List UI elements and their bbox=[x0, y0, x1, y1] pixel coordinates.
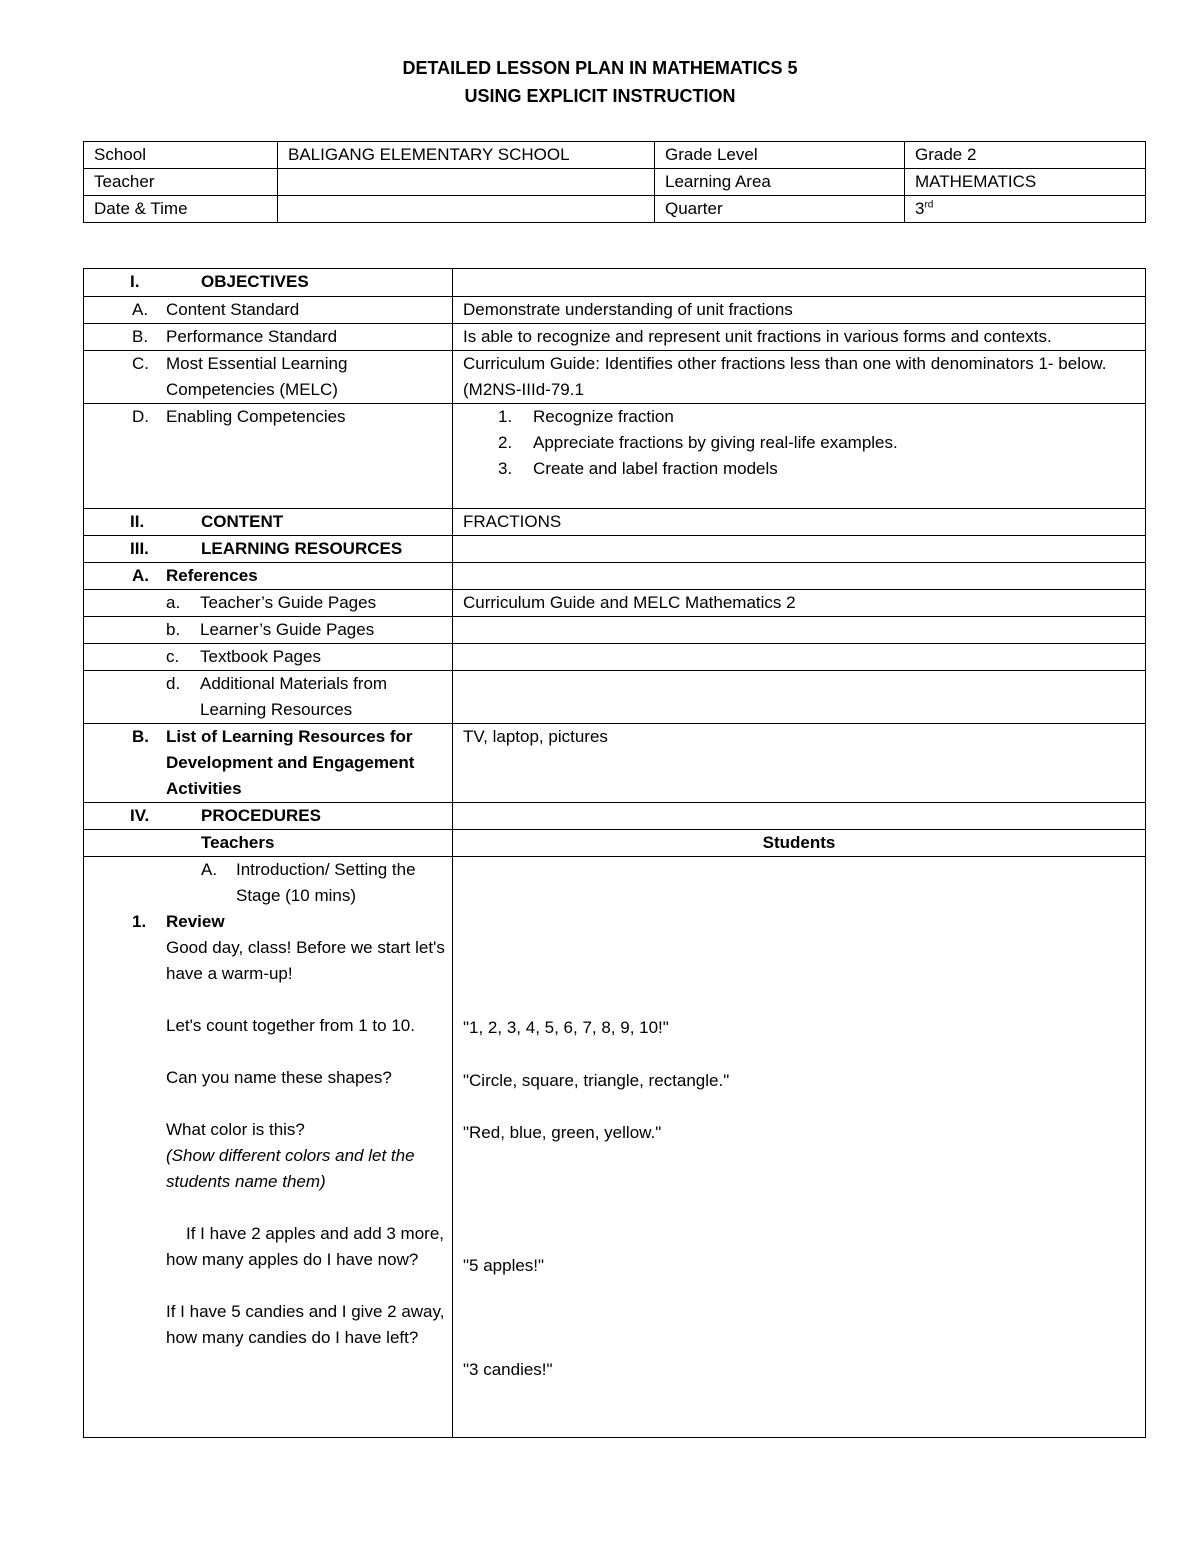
date-value bbox=[278, 196, 655, 223]
performance-std-value: Is able to recognize and represent unit fractions in various forms and contexts. bbox=[453, 324, 1146, 351]
teacher-candies: If I have 5 candies and I give 2 away, how many candies do I have left? bbox=[166, 1302, 445, 1347]
student-candies: "3 candies!" bbox=[463, 1360, 553, 1379]
teacher-color: What color is this? bbox=[166, 1120, 305, 1139]
performance-std-num: B. bbox=[132, 327, 149, 346]
student-colors: "Red, blue, green, yellow." bbox=[463, 1123, 662, 1142]
teacher-label: Teacher bbox=[84, 169, 278, 196]
references-num: A. bbox=[132, 566, 149, 585]
content-std-num: A. bbox=[132, 300, 149, 319]
enabling-num: D. bbox=[132, 407, 149, 426]
resources-label: LEARNING RESOURCES bbox=[201, 539, 403, 558]
enabling-item-text: Appreciate fractions by giving real-life examples. bbox=[533, 433, 898, 452]
enabling-item bbox=[453, 430, 1145, 456]
references-label: References bbox=[166, 566, 258, 585]
doc-title-line2: USING EXPLICIT INSTRUCTION bbox=[464, 86, 736, 106]
info-row-date bbox=[84, 196, 1146, 223]
row-procedures bbox=[84, 803, 1146, 830]
content-std-value: Demonstrate understanding of unit fractions bbox=[453, 297, 1146, 324]
row-melc bbox=[84, 351, 1146, 404]
row-list-resources bbox=[84, 724, 1146, 803]
teacher-count: Let's count together from 1 to 10. bbox=[166, 1016, 415, 1035]
teacher-guide-num: a. bbox=[166, 593, 181, 612]
row-procedure-body bbox=[84, 857, 1146, 1438]
teachers-header: Teachers bbox=[201, 833, 275, 852]
info-row-teacher bbox=[84, 169, 1146, 196]
row-textbook bbox=[84, 644, 1146, 671]
row-content-standard bbox=[84, 297, 1146, 324]
enabling-item-num: 1. bbox=[498, 407, 513, 426]
enabling-item-num: 2. bbox=[498, 433, 513, 452]
list-resources-value: TV, laptop, pictures bbox=[453, 724, 1146, 803]
review-num: 1. bbox=[132, 912, 147, 931]
students-header: Students bbox=[453, 830, 1146, 857]
school-label: School bbox=[84, 142, 278, 169]
row-performance-standard bbox=[84, 324, 1146, 351]
row-teacher-guide bbox=[84, 590, 1146, 617]
quarter-label: Quarter bbox=[655, 196, 905, 223]
row-additional-materials bbox=[84, 671, 1146, 724]
objectives-label: OBJECTIVES bbox=[201, 272, 309, 291]
procedures-label: PROCEDURES bbox=[201, 806, 321, 825]
teacher-value bbox=[278, 169, 655, 196]
list-resources-num: B. bbox=[132, 727, 149, 746]
teacher-apples-text: If I have 2 apples and add 3 more, how many apples do I have now? bbox=[166, 1224, 445, 1269]
teacher-guide-label: Teacher’s Guide Pages bbox=[200, 593, 377, 612]
enabling-item-num: 3. bbox=[498, 459, 513, 478]
learner-guide-num: b. bbox=[166, 620, 181, 639]
row-procedure-headers bbox=[84, 830, 1146, 857]
list-resources-label: List of Learning Resources for Development and Engagement Activities bbox=[166, 727, 415, 798]
student-apples: "5 apples!" bbox=[463, 1256, 545, 1275]
teacher-apples bbox=[84, 1221, 452, 1273]
additional-num: d. bbox=[166, 674, 181, 693]
teacher-column bbox=[84, 857, 453, 1438]
teacher-greeting: Good day, class! Before we start let's have a warm-up! bbox=[166, 938, 445, 983]
melc-value: Curriculum Guide: Identifies other fractions less than one with denominators 1- below. (M2NS-IIId-79.1 bbox=[453, 351, 1146, 404]
melc-num: C. bbox=[132, 354, 149, 373]
info-row-school bbox=[84, 142, 1146, 169]
row-enabling bbox=[84, 404, 1146, 509]
resources-num: III. bbox=[130, 539, 149, 558]
row-learner-guide bbox=[84, 617, 1146, 644]
teacher-guide-value: Curriculum Guide and MELC Mathematics 2 bbox=[453, 590, 1146, 617]
grade-label: Grade Level bbox=[655, 142, 905, 169]
intro-num: A. bbox=[201, 860, 218, 879]
textbook-label: Textbook Pages bbox=[200, 647, 321, 666]
enabling-item bbox=[453, 404, 1145, 430]
doc-title-line1: DETAILED LESSON PLAN IN MATHEMATICS 5 bbox=[402, 58, 798, 78]
additional-label: Additional Materials from Learning Resources bbox=[200, 674, 388, 719]
review-label: Review bbox=[166, 912, 225, 931]
teacher-color-note: (Show different colors and let the students name them) bbox=[166, 1146, 415, 1191]
row-references bbox=[84, 563, 1146, 590]
content-label: CONTENT bbox=[201, 512, 284, 531]
info-table bbox=[83, 141, 1146, 223]
melc-label: Most Essential Learning Competencies (MELC) bbox=[166, 354, 348, 399]
school-value: BALIGANG ELEMENTARY SCHOOL bbox=[278, 142, 655, 169]
procedures-num: IV. bbox=[130, 806, 150, 825]
student-count: "1, 2, 3, 4, 5, 6, 7, 8, 9, 10!" bbox=[463, 1018, 669, 1037]
quarter-number: 3 bbox=[915, 199, 925, 218]
quarter-value bbox=[905, 196, 1146, 223]
quarter-suffix: rd bbox=[924, 199, 934, 211]
enabling-label: Enabling Competencies bbox=[166, 407, 346, 426]
date-label: Date & Time bbox=[84, 196, 278, 223]
objectives-num: I. bbox=[130, 272, 140, 291]
content-value: FRACTIONS bbox=[453, 509, 1146, 536]
content-std-label: Content Standard bbox=[166, 300, 300, 319]
row-objectives bbox=[84, 269, 1146, 297]
student-shapes: "Circle, square, triangle, rectangle." bbox=[463, 1071, 730, 1090]
performance-std-label: Performance Standard bbox=[166, 327, 338, 346]
enabling-item bbox=[453, 456, 1145, 482]
enabling-item-text: Create and label fraction models bbox=[533, 459, 778, 478]
lesson-plan-table bbox=[83, 268, 1146, 1438]
grade-value: Grade 2 bbox=[905, 142, 1146, 169]
textbook-num: c. bbox=[166, 647, 180, 666]
area-value: MATHEMATICS bbox=[905, 169, 1146, 196]
enabling-item-text: Recognize fraction bbox=[533, 407, 674, 426]
row-learning-resources bbox=[84, 536, 1146, 563]
intro-label: Introduction/ Setting the Stage (10 mins) bbox=[236, 860, 416, 905]
area-label: Learning Area bbox=[655, 169, 905, 196]
row-content bbox=[84, 509, 1146, 536]
students-column bbox=[453, 857, 1146, 1438]
learner-guide-label: Learner’s Guide Pages bbox=[200, 620, 375, 639]
content-num: II. bbox=[130, 512, 145, 531]
teacher-shapes: Can you name these shapes? bbox=[166, 1068, 392, 1087]
